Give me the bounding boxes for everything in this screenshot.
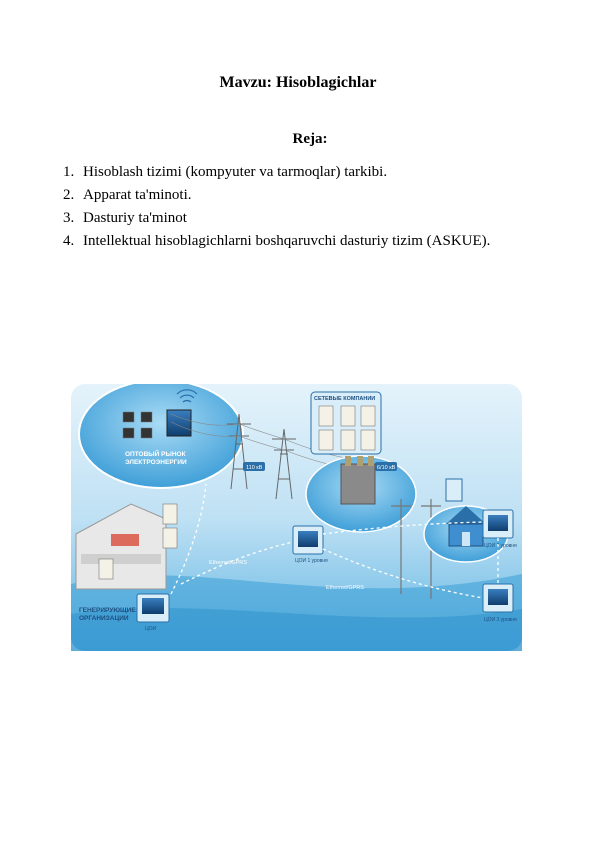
ethernet-label-1: Ethernet/GPRS bbox=[209, 560, 247, 566]
monitor-level-2 bbox=[483, 510, 513, 538]
plan-item bbox=[63, 232, 490, 255]
plan-item bbox=[63, 163, 490, 186]
transformer-icon bbox=[341, 456, 375, 504]
plan-item-text: Intellektual hisoblagichlarni boshqaruvchi dasturiy tizim (ASKUE). bbox=[83, 233, 491, 249]
level-1-label: ЦОИ 1 уровня bbox=[295, 558, 328, 564]
ethernet-label-2: Ethernet/GPRS bbox=[326, 585, 364, 591]
monitor-level-3 bbox=[483, 584, 513, 612]
center-label: ЦОИ bbox=[145, 626, 157, 632]
voltage-label-mid: 6/10 кВ bbox=[377, 465, 396, 471]
plan-list bbox=[63, 163, 490, 255]
monitor-center bbox=[137, 594, 169, 622]
consumer-meter-icon bbox=[446, 479, 462, 501]
level-3-label: ЦОИ 3 уровня bbox=[484, 617, 517, 623]
plan-item-number: 3. bbox=[63, 210, 75, 226]
plan-item-number: 1. bbox=[63, 164, 75, 180]
plan-item bbox=[63, 209, 490, 232]
generating-orgs-label-2: ОРГАНИЗАЦИИ bbox=[79, 615, 129, 622]
plan-item-text: Dasturiy ta'minot bbox=[83, 210, 187, 226]
level-2-label: ЦОИ 2 уровня bbox=[484, 543, 517, 549]
plan-item-number: 2. bbox=[63, 187, 75, 203]
generating-orgs-label-1: ГЕНЕРИРУЮЩИЕ bbox=[79, 607, 136, 614]
plan-heading: Reja: bbox=[292, 131, 328, 147]
market-monitor-icon bbox=[167, 410, 191, 436]
monitor-level-1 bbox=[293, 526, 323, 554]
plan-item-text: Hisoblash tizimi (kompyuter va tarmoqlar) tarkibi. bbox=[83, 164, 388, 180]
askue-network-diagram bbox=[71, 384, 522, 651]
plan-item-text: Apparat ta'minoti. bbox=[83, 187, 192, 203]
wholesale-market-label-2: ЭЛЕКТРОЭНЕРГИИ bbox=[125, 459, 187, 466]
document-title: Mavzu: Hisoblagichlar bbox=[219, 74, 377, 91]
wholesale-market-label-1: ОПТОВЫЙ РЫНОК bbox=[125, 451, 186, 458]
voltage-label-high: 110 кВ bbox=[246, 465, 263, 471]
plan-item-number: 4. bbox=[63, 233, 75, 249]
plan-item bbox=[63, 186, 490, 209]
grid-companies-label: СЕТЕВЫЕ КОМПАНИИ bbox=[314, 396, 376, 402]
